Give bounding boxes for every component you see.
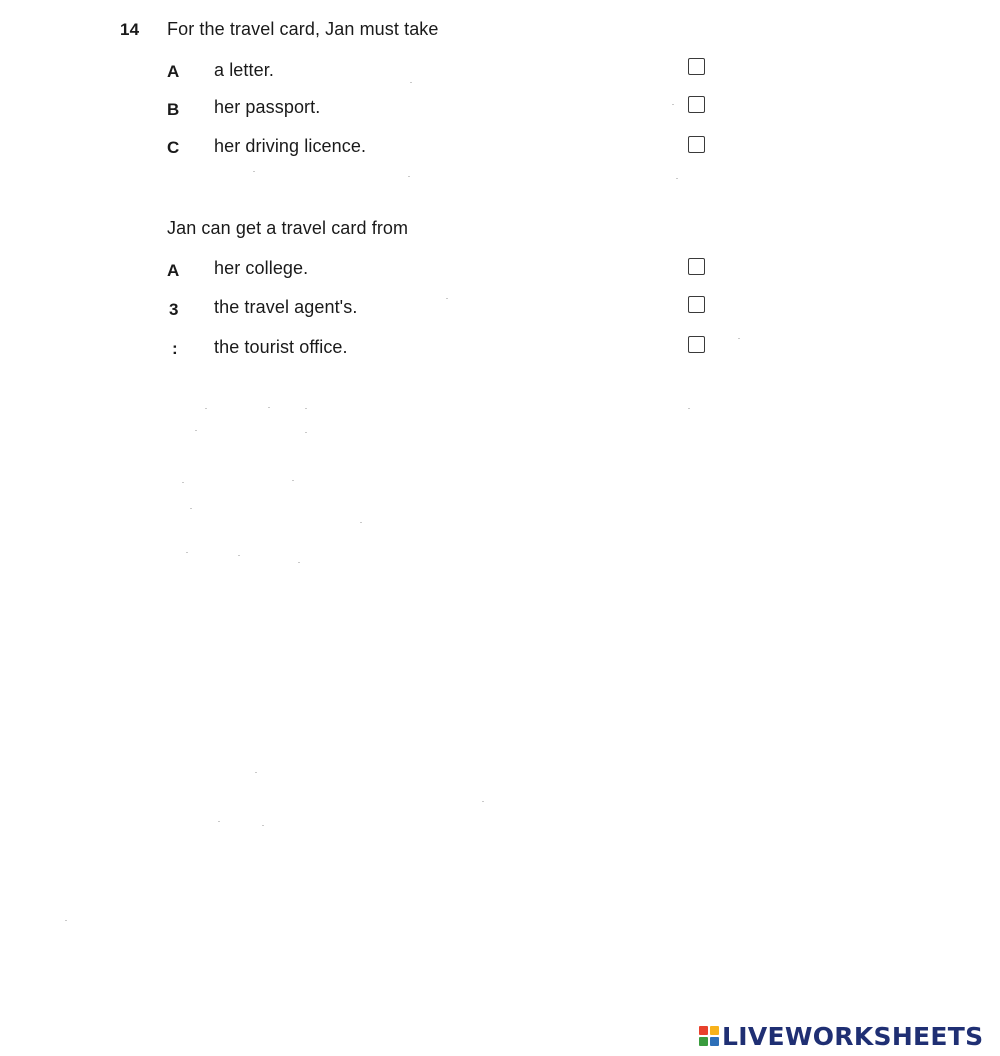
- option-text: her driving licence.: [214, 136, 367, 156]
- option-text: the tourist office.: [214, 337, 348, 357]
- option-text: the travel agent's.: [214, 297, 358, 317]
- option-letter: :: [172, 339, 178, 358]
- option-letter: A: [167, 261, 180, 280]
- option-letter: 3: [169, 300, 179, 319]
- answer-checkbox[interactable]: [688, 258, 705, 275]
- logo-square: [710, 1026, 719, 1035]
- option-letter: C: [167, 138, 180, 157]
- option-text: her college.: [214, 258, 309, 278]
- answer-checkbox[interactable]: [688, 96, 705, 113]
- option-letter: B: [167, 100, 180, 119]
- logo-square: [699, 1026, 708, 1035]
- question-number: 14: [120, 20, 140, 39]
- question-stem: Jan can get a travel card from: [167, 218, 409, 238]
- logo-icon: [699, 1026, 719, 1046]
- option-text: her passport.: [214, 97, 321, 117]
- brand-name: LIVEWORKSHEETS: [722, 1021, 984, 1051]
- logo-square: [699, 1037, 708, 1046]
- answer-checkbox[interactable]: [688, 336, 705, 353]
- liveworksheets-logo: [699, 1022, 983, 1050]
- answer-checkbox[interactable]: [688, 58, 705, 75]
- question-stem: For the travel card, Jan must take: [167, 19, 439, 39]
- option-letter: A: [167, 62, 180, 81]
- answer-checkbox[interactable]: [688, 296, 705, 313]
- answer-checkbox[interactable]: [688, 136, 705, 153]
- option-text: a letter.: [214, 60, 274, 80]
- logo-square: [710, 1037, 719, 1046]
